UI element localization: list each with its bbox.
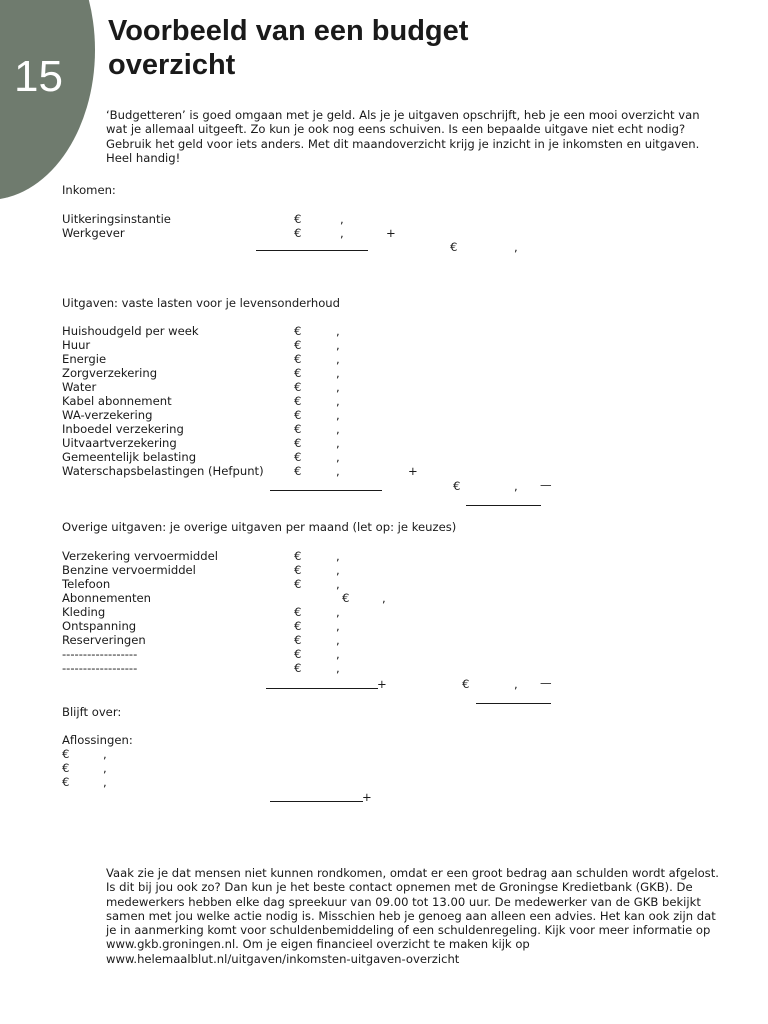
- sum-line: [266, 688, 378, 689]
- decimal-comma: ,: [336, 619, 340, 633]
- minus-sign: —: [540, 676, 552, 690]
- expense-item: Abonnementen: [62, 591, 152, 605]
- decimal-comma: ,: [336, 633, 340, 647]
- sum-line: [270, 490, 382, 491]
- other-expenses-heading: Overige uitgaven: je overige uitgaven per maand (let op: je keuzes): [62, 520, 457, 534]
- plus-sign: +: [362, 790, 372, 804]
- euro-sign: €: [294, 450, 302, 464]
- euro-sign: €: [294, 408, 302, 422]
- euro-sign: €: [294, 422, 302, 436]
- decimal-comma: ,: [336, 605, 340, 619]
- euro-sign: €: [294, 324, 302, 338]
- euro-sign: €: [62, 747, 70, 761]
- decimal-comma: ,: [336, 324, 340, 338]
- decimal-comma: ,: [336, 464, 340, 478]
- expense-item: Verzekering vervoermiddel: [62, 549, 218, 563]
- expense-item: Ontspanning: [62, 619, 137, 633]
- euro-sign: €: [294, 605, 302, 619]
- repayments-heading: Aflossingen:: [62, 733, 133, 747]
- outro-paragraph: [106, 866, 726, 966]
- euro-sign: €: [294, 212, 302, 226]
- euro-sign: €: [62, 761, 70, 775]
- euro-sign: €: [294, 464, 302, 478]
- expense-item: Kabel abonnement: [62, 394, 172, 408]
- plus-sign: +: [408, 464, 418, 478]
- decimal-comma: ,: [103, 747, 107, 761]
- title-line-2: overzicht: [108, 49, 236, 81]
- expense-item: Huishoudgeld per week: [62, 324, 199, 338]
- sum-line: [270, 801, 363, 802]
- euro-sign: €: [294, 661, 302, 675]
- euro-sign: €: [462, 677, 470, 691]
- decimal-comma: ,: [340, 212, 344, 226]
- euro-sign: €: [294, 647, 302, 661]
- expense-item: Zorgverzekering: [62, 366, 158, 380]
- page-title: [108, 14, 468, 82]
- income-heading: Inkomen:: [62, 183, 116, 197]
- intro-paragraph: ‘Budgetteren’ is goed omgaan met je geld. Als je je uitgaven opschrijft, heb je een mooi overzicht van wat je allemaal uitgeeft. Zo kun je ook nog eens schuiven. Is een bepaalde uitgave niet echt nodig? Gebruik het geld voor iets anders. Met dit maandoverzicht krijg je inzicht in je inkomsten en uitgaven. Heel handig!: [106, 108, 700, 165]
- euro-sign: €: [62, 775, 70, 789]
- expense-item: ------------------: [62, 661, 138, 675]
- expense-item: ------------------: [62, 647, 138, 661]
- euro-sign: €: [294, 226, 302, 240]
- euro-sign: €: [294, 394, 302, 408]
- fixed-expenses-heading: Uitgaven: vaste lasten voor je levensonderhoud: [62, 296, 341, 310]
- outro-link[interactable]: www.helemaalblut.nl/uitgaven/inkomsten-uitgaven-overzicht: [106, 951, 460, 966]
- expense-item: Huur: [62, 338, 91, 352]
- decimal-comma: ,: [514, 479, 518, 493]
- decimal-comma: ,: [336, 563, 340, 577]
- decimal-comma: ,: [103, 761, 107, 775]
- expense-item: Energie: [62, 352, 107, 366]
- euro-sign: €: [294, 549, 302, 563]
- expense-item: Uitvaartverzekering: [62, 436, 177, 450]
- decimal-comma: ,: [336, 366, 340, 380]
- decimal-comma: ,: [336, 577, 340, 591]
- decimal-comma: ,: [103, 775, 107, 789]
- euro-sign: €: [294, 380, 302, 394]
- remaining-label: Blijft over:: [62, 705, 122, 719]
- decimal-comma: ,: [336, 450, 340, 464]
- euro-sign: €: [294, 352, 302, 366]
- euro-sign: €: [294, 577, 302, 591]
- page-number: 15: [14, 52, 63, 101]
- decimal-comma: ,: [514, 240, 518, 254]
- minus-sign: —: [540, 478, 552, 492]
- euro-sign: €: [294, 563, 302, 577]
- expense-item: WA-verzekering: [62, 408, 153, 422]
- expense-item: Reserveringen: [62, 633, 146, 647]
- expense-item: Water: [62, 380, 97, 394]
- outro-text: Vaak zie je dat mensen niet kunnen rondkomen, omdat er een groot bedrag aan schulden wordt afgelost. Is dit bij jou ook zo? Dan kun je het beste contact opnemen met de Groningse Kredietbank (GKB). De medewerkers hebben elke dag spreekuur van 09.00 tot 13.00 uur. De medewerker van de GKB bekijkt samen met jou welke actie nodig is. Misschien heb je genoeg aan alleen een advies. Het kan ook zijn dat je in aanmerking komt voor schuldenbemiddeling of een schuldenregeling. Kijk voor meer informatie op www.gkb.groningen.nl. Om je eigen financieel overzicht te maken kijk op: [106, 866, 719, 952]
- subtotal-line: [476, 703, 551, 704]
- title-line-1: Voorbeeld van een budget: [108, 15, 469, 47]
- euro-sign: €: [294, 366, 302, 380]
- decimal-comma: ,: [336, 380, 340, 394]
- expense-item: Telefoon: [62, 577, 111, 591]
- decimal-comma: ,: [336, 549, 340, 563]
- euro-sign: €: [294, 338, 302, 352]
- plus-sign: +: [377, 677, 387, 691]
- income-item: Uitkeringsinstantie: [62, 212, 171, 226]
- decimal-comma: ,: [336, 661, 340, 675]
- decimal-comma: ,: [340, 226, 344, 240]
- expense-item: Inboedel verzekering: [62, 422, 184, 436]
- euro-sign: €: [450, 240, 458, 254]
- expense-item: Gemeentelijk belasting: [62, 450, 197, 464]
- decimal-comma: ,: [336, 436, 340, 450]
- euro-sign: €: [294, 619, 302, 633]
- subtotal-line: [466, 505, 541, 506]
- euro-sign: €: [294, 633, 302, 647]
- euro-sign: €: [294, 436, 302, 450]
- decimal-comma: ,: [514, 677, 518, 691]
- euro-sign: €: [453, 479, 461, 493]
- decimal-comma: ,: [336, 338, 340, 352]
- euro-sign: €: [342, 591, 350, 605]
- income-item: Werkgever: [62, 226, 125, 240]
- expense-item: Kleding: [62, 605, 106, 619]
- decimal-comma: ,: [336, 352, 340, 366]
- decimal-comma: ,: [382, 591, 386, 605]
- expense-item: Benzine vervoermiddel: [62, 563, 196, 577]
- expense-item: Waterschapsbelastingen (Hefpunt): [62, 464, 264, 478]
- decimal-comma: ,: [336, 647, 340, 661]
- decimal-comma: ,: [336, 422, 340, 436]
- plus-sign: +: [386, 226, 396, 240]
- decimal-comma: ,: [336, 408, 340, 422]
- decimal-comma: ,: [336, 394, 340, 408]
- sum-line: [256, 250, 368, 251]
